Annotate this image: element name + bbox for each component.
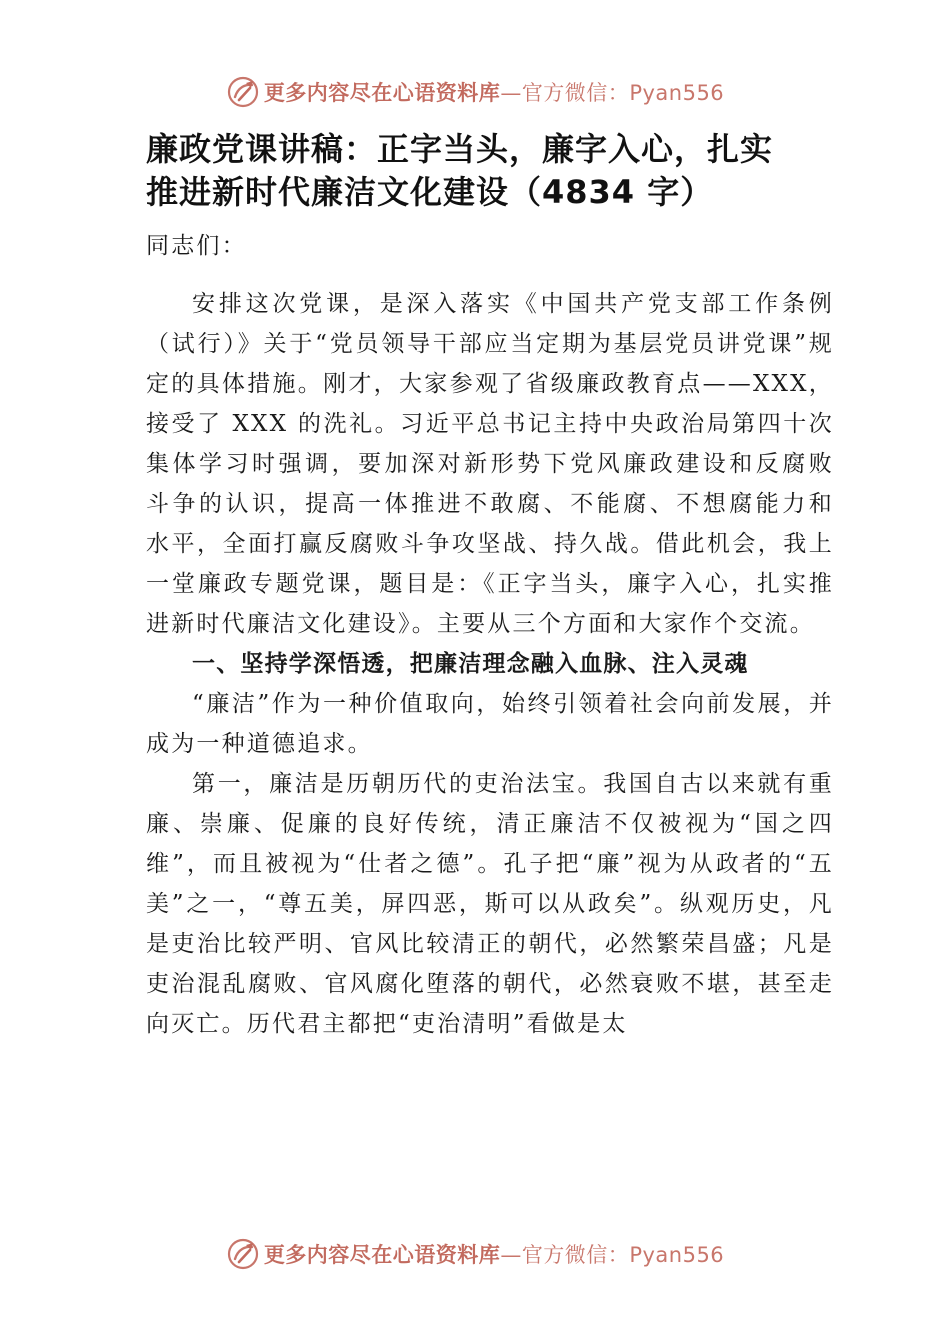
brand-logo-icon <box>226 75 260 109</box>
document-body <box>146 226 834 1044</box>
document-title-line-1: 廉政党课讲稿：正字当头，廉字入心，扎实 <box>146 130 774 168</box>
section-heading: 一、坚持学深悟透，把廉洁理念融入血脉、注入灵魂 <box>192 651 749 677</box>
document-title-line-2: 推进新时代廉洁文化建设（4834 字） <box>146 173 714 211</box>
intro-paragraph: 安排这次党课，是深入落实《中国共产党支部工作条例（试行）》关于“党员领导干部应当定期为基层党员讲党课”规定的具体措施。刚才，大家参观了省级廉政教育点——XXX，接受了 XXX 的洗礼。习近平总书记主持中央政治局第四十次集体学习时强调，要加深对新形势下党风廉政建设和反腐败 斗争的认识，提高一体推进不敢腐、不能腐、不想腐能力和 水平，全面打赢反腐败斗争攻坚战、持久战。借此机会，我上一堂廉政专题党课，题目是：《正字当头，廉字入心，扎实推进新时代廉洁文化建设》。主要从三个方面和大家作个交流。 <box>146 291 834 637</box>
section-paragraph: “廉洁”作为一种价值取向，始终引领着社会向前发展，并成为一种道德追求。 <box>146 691 834 757</box>
footer-watermark-text: 更多内容尽在心语资料库—官方微信：Pyan556 <box>263 1243 725 1267</box>
document-title <box>146 128 846 214</box>
section-paragraph: 第一，廉洁是历朝历代的吏治法宝。我国自古以来就有重廉、崇廉、促廉的良好传统，清正廉洁不仅被视为“国之四维”，而且被视为“仕者之德”。孔子把“廉”视为从政者的“五美”之一，“尊五美，屏四恶，斯可以从政矣”。纵观历史，凡是吏治比较严明、官风比较清正的朝代，必然繁荣昌盛；凡是吏治混乱腐败、官风腐化堕落的朝代，必然衰败不堪，甚至走向灭亡。历代君主都把“吏治清明”看做是太 <box>146 771 834 1037</box>
greeting: 同志们： <box>146 233 247 259</box>
brand-logo-icon <box>226 1237 260 1271</box>
footer-watermark <box>0 1234 950 1274</box>
header-watermark <box>0 72 950 112</box>
header-watermark-text: 更多内容尽在心语资料库—官方微信：Pyan556 <box>263 81 725 105</box>
